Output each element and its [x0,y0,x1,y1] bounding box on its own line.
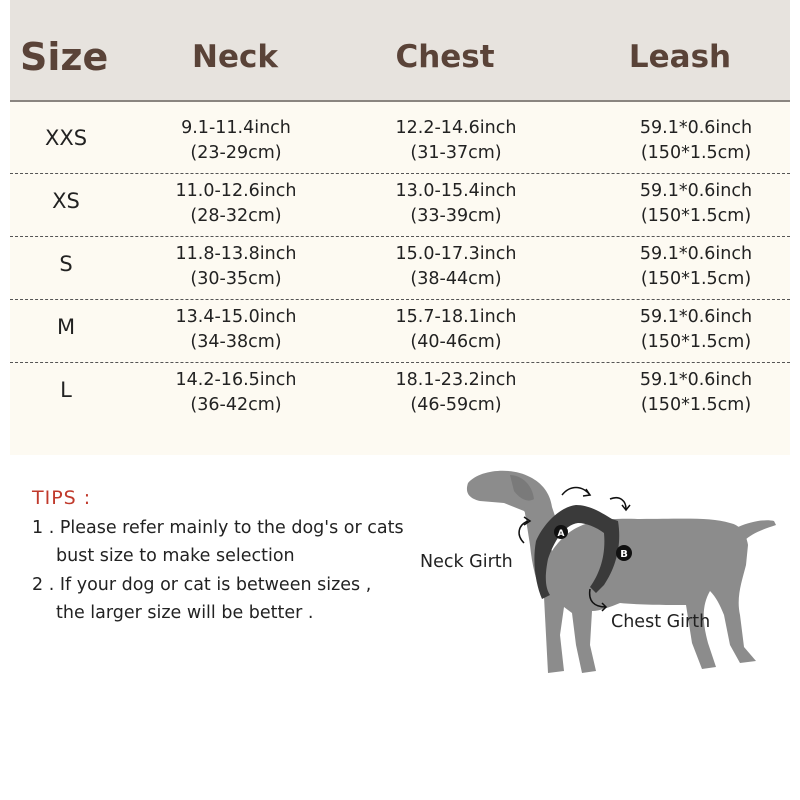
chest-cell [366,368,546,418]
dog-harness-diagram [440,455,780,695]
header-chest: Chest [395,39,495,75]
neck-cm: (30-35cm) [190,269,282,289]
table-row [10,173,790,237]
neck-inch: 11.0-12.6inch [175,181,297,201]
chest-girth-label: Chest Girth [611,612,711,632]
header-leash: Leash [628,39,732,75]
chest-inch: 18.1-23.2inch [395,370,517,390]
neck-cell [146,116,326,166]
chest-cm: (38-44cm) [410,269,502,289]
leash-cell [606,179,786,229]
dog-silhouette [467,471,776,673]
marker-b-label: B [620,549,628,560]
leash-cell [606,305,786,355]
table-header [10,0,790,102]
chest-cell [366,116,546,166]
leash-cell [606,116,786,166]
table-row [10,110,790,174]
chest-cm: (31-37cm) [410,143,502,163]
size-label: S [59,252,73,276]
leash-cm: (150*1.5cm) [640,269,752,289]
table-row [10,236,790,300]
header-neck: Neck [192,39,278,75]
neck-cm: (34-38cm) [190,332,282,352]
neck-girth-label: Neck Girth [420,552,513,572]
leash-inch: 59.1*0.6inch [639,181,753,201]
marker-b-icon [616,545,632,561]
size-label: L [60,378,72,402]
chest-inch: 15.7-18.1inch [395,307,517,327]
size-label: M [56,315,76,339]
leash-inch: 59.1*0.6inch [639,244,753,264]
tip-1-line-1: 1 . Please refer mainly to the dog's or cats [32,518,404,538]
leash-cell [606,368,786,418]
leash-cm: (150*1.5cm) [640,395,752,415]
chest-inch: 12.2-14.6inch [395,118,517,138]
neck-cm: (28-32cm) [190,206,282,226]
neck-inch: 14.2-16.5inch [175,370,297,390]
leash-cell [606,242,786,292]
marker-a-icon [554,525,568,539]
tip-1-line-2: bust size to make selection [56,546,295,566]
chest-cell [366,305,546,355]
neck-inch: 13.4-15.0inch [175,307,297,327]
marker-a-label: A [557,529,565,539]
size-label: XXS [44,126,88,150]
leash-inch: 59.1*0.6inch [639,307,753,327]
table-row [10,362,790,425]
leash-cm: (150*1.5cm) [640,332,752,352]
neck-cell [146,242,326,292]
neck-inch: 11.8-13.8inch [175,244,297,264]
tip-2-line-1: 2 . If your dog or cat is between sizes , [32,575,372,595]
chest-cm: (46-59cm) [410,395,502,415]
chest-cell [366,179,546,229]
table-row [10,299,790,363]
leash-cm: (150*1.5cm) [640,206,752,226]
chest-cm: (33-39cm) [410,206,502,226]
neck-cell [146,368,326,418]
size-table [10,0,790,455]
chest-inch: 15.0-17.3inch [395,244,517,264]
size-label: XS [52,189,80,213]
neck-inch: 9.1-11.4inch [181,118,291,138]
leash-cm: (150*1.5cm) [640,143,752,163]
neck-cm: (23-29cm) [190,143,282,163]
leash-inch: 59.1*0.6inch [639,118,753,138]
neck-cell [146,305,326,355]
leash-inch: 59.1*0.6inch [639,370,753,390]
chest-cell [366,242,546,292]
chest-cm: (40-46cm) [410,332,502,352]
chest-inch: 13.0-15.4inch [395,181,517,201]
neck-cm: (36-42cm) [190,395,282,415]
tips-title: TIPS : [32,487,92,509]
tip-2-line-2: the larger size will be better . [56,603,314,623]
neck-cell [146,179,326,229]
header-size: Size [20,35,109,79]
